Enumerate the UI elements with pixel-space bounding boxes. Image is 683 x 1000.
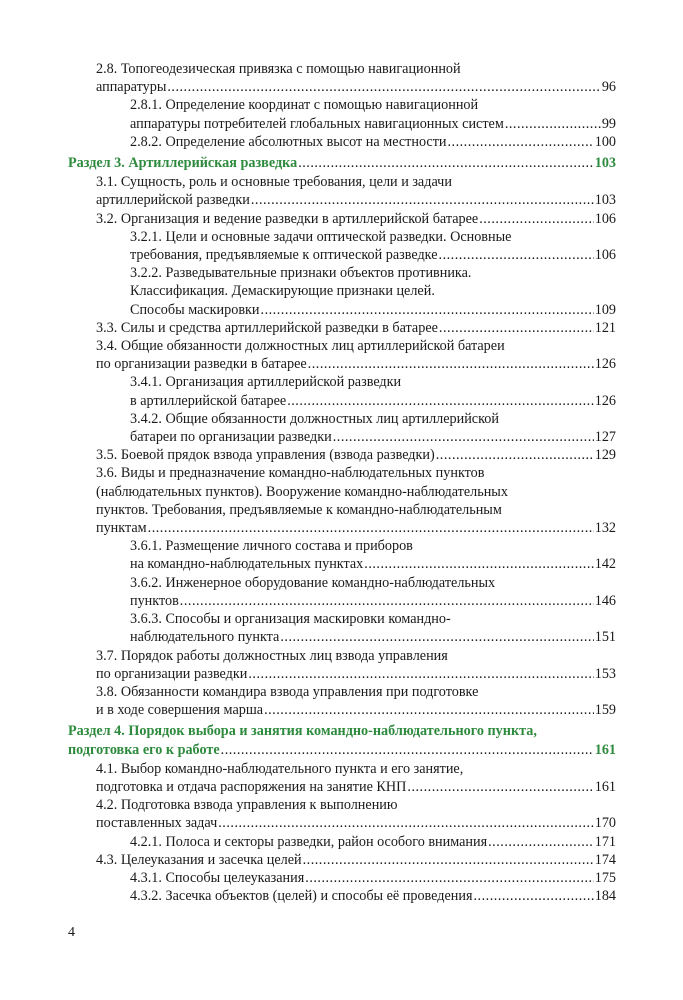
dot-leader xyxy=(333,428,594,446)
toc-page-number: 142 xyxy=(594,556,616,573)
toc-entry-text: 3.4.1. Организация артиллерийской разведки xyxy=(130,374,402,391)
toc-entry-text: аппаратуры xyxy=(96,79,167,96)
toc-page-number: 127 xyxy=(594,429,616,446)
dot-leader xyxy=(439,246,594,264)
toc-page-number: 153 xyxy=(594,665,616,682)
dot-leader xyxy=(264,701,594,719)
toc-entry-text: батареи по организации разведки xyxy=(130,429,332,446)
dot-leader xyxy=(167,78,600,96)
toc-page-number: 99 xyxy=(601,115,616,132)
toc-page-number: 184 xyxy=(594,888,616,905)
toc-page-number: 129 xyxy=(594,447,616,464)
dot-leader xyxy=(218,814,593,832)
toc-entry-text: 3.4. Общие обязанности должностных лиц артиллерийской батареи xyxy=(96,338,505,355)
dot-leader xyxy=(474,887,594,905)
toc-section-heading xyxy=(68,722,616,758)
toc-line xyxy=(130,373,616,391)
toc-entry-text: 4.3. Целеуказания и засечка целей xyxy=(96,851,302,868)
toc-entry xyxy=(68,647,616,683)
toc-line xyxy=(68,154,616,172)
toc-page-number: 126 xyxy=(594,356,616,373)
toc-entry xyxy=(68,869,616,887)
toc-entry-text: Раздел 3. Артиллерийская разведка xyxy=(68,155,298,172)
toc-page-number: 151 xyxy=(594,629,616,646)
toc-line xyxy=(96,483,616,501)
toc-line xyxy=(96,60,616,78)
dot-leader xyxy=(439,319,594,337)
toc-entry-text: Способы маскировки xyxy=(130,301,260,318)
toc-line xyxy=(130,264,616,282)
toc-line xyxy=(96,796,616,814)
toc-line xyxy=(130,133,616,151)
dot-leader xyxy=(447,133,593,151)
toc-line xyxy=(130,887,616,905)
toc-line xyxy=(130,592,616,610)
toc-line xyxy=(96,665,616,683)
toc-entry-text: аппаратуры потребителей глобальных навигационных систем xyxy=(130,115,504,132)
toc-entry-text: подготовка его к работе xyxy=(68,741,220,758)
toc-entry xyxy=(68,319,616,337)
toc-entry xyxy=(68,574,616,610)
toc-page-number: 175 xyxy=(594,869,616,886)
toc-page-number: 159 xyxy=(594,702,616,719)
toc-line xyxy=(130,96,616,114)
toc-line xyxy=(68,741,616,759)
toc-entry-text: и в ходе совершения марша xyxy=(96,702,264,719)
toc-entry-text: поставленных задач xyxy=(96,815,218,832)
dot-leader xyxy=(221,741,594,759)
toc-entry-text: 2.8.2. Определение абсолютных высот на местности xyxy=(130,133,447,150)
toc-entry-text: артиллерийской разведки xyxy=(96,192,250,209)
toc-entry-text: 3.7. Порядок работы должностных лиц взвода управления xyxy=(96,647,448,664)
toc-entry-text: 3.4.2. Общие обязанности должностных лиц артиллерийской xyxy=(130,410,499,427)
toc-page-number: 132 xyxy=(594,520,616,537)
dot-leader xyxy=(261,301,594,319)
toc-line xyxy=(130,301,616,319)
toc-page-number: 103 xyxy=(594,192,616,209)
toc-line xyxy=(130,115,616,133)
toc-entry xyxy=(68,264,616,319)
dot-leader xyxy=(298,154,594,172)
toc-entry-text: подготовка и отдача распоряжения на занятие КНП xyxy=(96,778,407,795)
toc-entry xyxy=(68,210,616,228)
toc-entry-text: 3.6.2. Инженерное оборудование командно-наблюдательных xyxy=(130,574,496,591)
toc-entry xyxy=(68,851,616,869)
dot-leader xyxy=(505,115,601,133)
toc-entry xyxy=(68,228,616,264)
toc-entry xyxy=(68,683,616,719)
dot-leader xyxy=(479,210,594,228)
toc-entry xyxy=(68,760,616,796)
toc-line xyxy=(130,574,616,592)
toc-line xyxy=(68,722,616,740)
toc-line xyxy=(96,778,616,796)
toc-entry-text: пунктов. Требования, предъявляемые к командно-наблюдательным xyxy=(96,501,502,518)
toc-entry xyxy=(68,464,616,537)
toc-line xyxy=(96,78,616,96)
toc-entry xyxy=(68,373,616,409)
toc-page-number: 100 xyxy=(594,133,616,150)
toc-entry xyxy=(68,337,616,373)
dot-leader xyxy=(248,665,593,683)
toc-line xyxy=(96,647,616,665)
toc-entry-text: 4.1. Выбор командно-наблюдательного пункта и его занятие, xyxy=(96,760,464,777)
toc-entry xyxy=(68,537,616,573)
dot-leader xyxy=(308,355,594,373)
dot-leader xyxy=(287,392,594,410)
toc-entry-text: по организации разведки xyxy=(96,665,248,682)
toc-page-number: 96 xyxy=(601,79,616,96)
toc-line xyxy=(130,555,616,573)
toc-line xyxy=(96,337,616,355)
toc-entry xyxy=(68,410,616,446)
toc-page-number: 106 xyxy=(594,210,616,227)
toc-line xyxy=(130,833,616,851)
toc-line xyxy=(130,869,616,887)
toc-entry-text: 4.3.2. Засечка объектов (целей) и способы её проведения xyxy=(130,888,473,905)
toc-page-number: 126 xyxy=(594,392,616,409)
toc-line xyxy=(130,628,616,646)
toc-entry-text: по организации разведки в батарее xyxy=(96,356,307,373)
toc-page-number: 109 xyxy=(594,301,616,318)
table-of-contents xyxy=(68,60,616,905)
page-number: 4 xyxy=(68,925,75,940)
toc-entry-text: (наблюдательных пунктов). Вооружение командно-наблюдательных xyxy=(96,483,508,500)
toc-entry xyxy=(68,796,616,832)
toc-entry-text: в артиллерийской батарее xyxy=(130,392,287,409)
toc-entry-text: пунктам xyxy=(96,520,147,537)
toc-line xyxy=(130,537,616,555)
toc-page-number: 171 xyxy=(594,833,616,850)
toc-entry xyxy=(68,96,616,132)
toc-line xyxy=(96,355,616,373)
dot-leader xyxy=(364,555,593,573)
toc-entry-text: на командно-наблюдательных пунктах xyxy=(130,556,364,573)
toc-page-number: 170 xyxy=(594,815,616,832)
toc-page-number: 161 xyxy=(594,778,616,795)
toc-line xyxy=(96,446,616,464)
toc-entry-text: 4.3.1. Способы целеуказания xyxy=(130,869,305,886)
dot-leader xyxy=(148,519,594,537)
toc-entry-text: 3.8. Обязанности командира взвода управления при подготовке xyxy=(96,683,479,700)
toc-entry-text: 3.6.1. Размещение личного состава и приборов xyxy=(130,538,413,555)
toc-entry-text: 3.3. Силы и средства артиллерийской разведки в батарее xyxy=(96,319,438,336)
toc-entry-text: 3.6.3. Способы и организация маскировки командно- xyxy=(130,611,451,628)
toc-entry-text: пунктов xyxy=(130,592,179,609)
toc-entry-text: требования, предъявляемые к оптической разведке xyxy=(130,247,438,264)
toc-line xyxy=(130,282,616,300)
toc-line xyxy=(96,814,616,832)
toc-line xyxy=(96,191,616,209)
toc-entry-text: 3.2. Организация и ведение разведки в артиллерийской батарее xyxy=(96,210,479,227)
toc-line xyxy=(130,428,616,446)
toc-page-number: 106 xyxy=(594,247,616,264)
toc-entry-text: Раздел 4. Порядок выбора и занятия командно-наблюдательного пункта, xyxy=(68,723,537,740)
toc-entry-text: 3.2.2. Разведывательные признаки объектов противника. xyxy=(130,265,472,282)
dot-leader xyxy=(251,191,594,209)
toc-page-number: 174 xyxy=(594,851,616,868)
dot-leader xyxy=(488,833,594,851)
toc-entry-text: наблюдательного пункта xyxy=(130,629,280,646)
toc-entry-text: Классификация. Демаскирующие признаки целей. xyxy=(130,283,435,300)
toc-entry xyxy=(68,133,616,151)
toc-entry-text: 2.8. Топогеодезическая привязка с помощью навигационной xyxy=(96,61,461,77)
dot-leader xyxy=(280,628,593,646)
toc-line xyxy=(96,464,616,482)
toc-entry-text: 4.2. Подготовка взвода управления к выполнению xyxy=(96,797,398,814)
dot-leader xyxy=(180,592,594,610)
toc-line xyxy=(96,851,616,869)
toc-entry-text: 2.8.1. Определение координат с помощью навигационной xyxy=(130,97,479,114)
dot-leader xyxy=(407,778,593,796)
toc-page-number: 161 xyxy=(594,741,616,758)
toc-line xyxy=(130,410,616,428)
toc-page-number: 146 xyxy=(594,592,616,609)
toc-line xyxy=(96,210,616,228)
toc-page-number: 103 xyxy=(594,155,616,172)
toc-line xyxy=(130,246,616,264)
toc-entry-text: 4.2.1. Полоса и секторы разведки, район особого внимания xyxy=(130,833,488,850)
toc-entry xyxy=(68,610,616,646)
toc-line xyxy=(130,392,616,410)
toc-line xyxy=(96,701,616,719)
toc-line xyxy=(96,519,616,537)
toc-entry xyxy=(68,887,616,905)
dot-leader xyxy=(436,446,594,464)
toc-entry xyxy=(68,60,616,96)
toc-section-heading xyxy=(68,154,616,172)
toc-entry-text: 3.2.1. Цели и основные задачи оптической разведки. Основные xyxy=(130,228,512,245)
toc-entry-text: 3.6. Виды и предназначение командно-наблюдательных пунктов xyxy=(96,465,485,482)
dot-leader xyxy=(303,851,594,869)
toc-entry-text: 3.5. Боевой прядок взвода управления (взвода разведки) xyxy=(96,447,435,464)
toc-line xyxy=(130,610,616,628)
toc-entry xyxy=(68,446,616,464)
toc-entry-text: 3.1. Сущность, роль и основные требования, цели и задачи xyxy=(96,174,452,191)
toc-page-number: 121 xyxy=(594,319,616,336)
toc-line xyxy=(96,760,616,778)
toc-entry xyxy=(68,173,616,209)
toc-line xyxy=(96,319,616,337)
toc-line xyxy=(96,683,616,701)
toc-line xyxy=(130,228,616,246)
toc-line xyxy=(96,501,616,519)
dot-leader xyxy=(305,869,593,887)
toc-line xyxy=(96,173,616,191)
toc-entry xyxy=(68,833,616,851)
